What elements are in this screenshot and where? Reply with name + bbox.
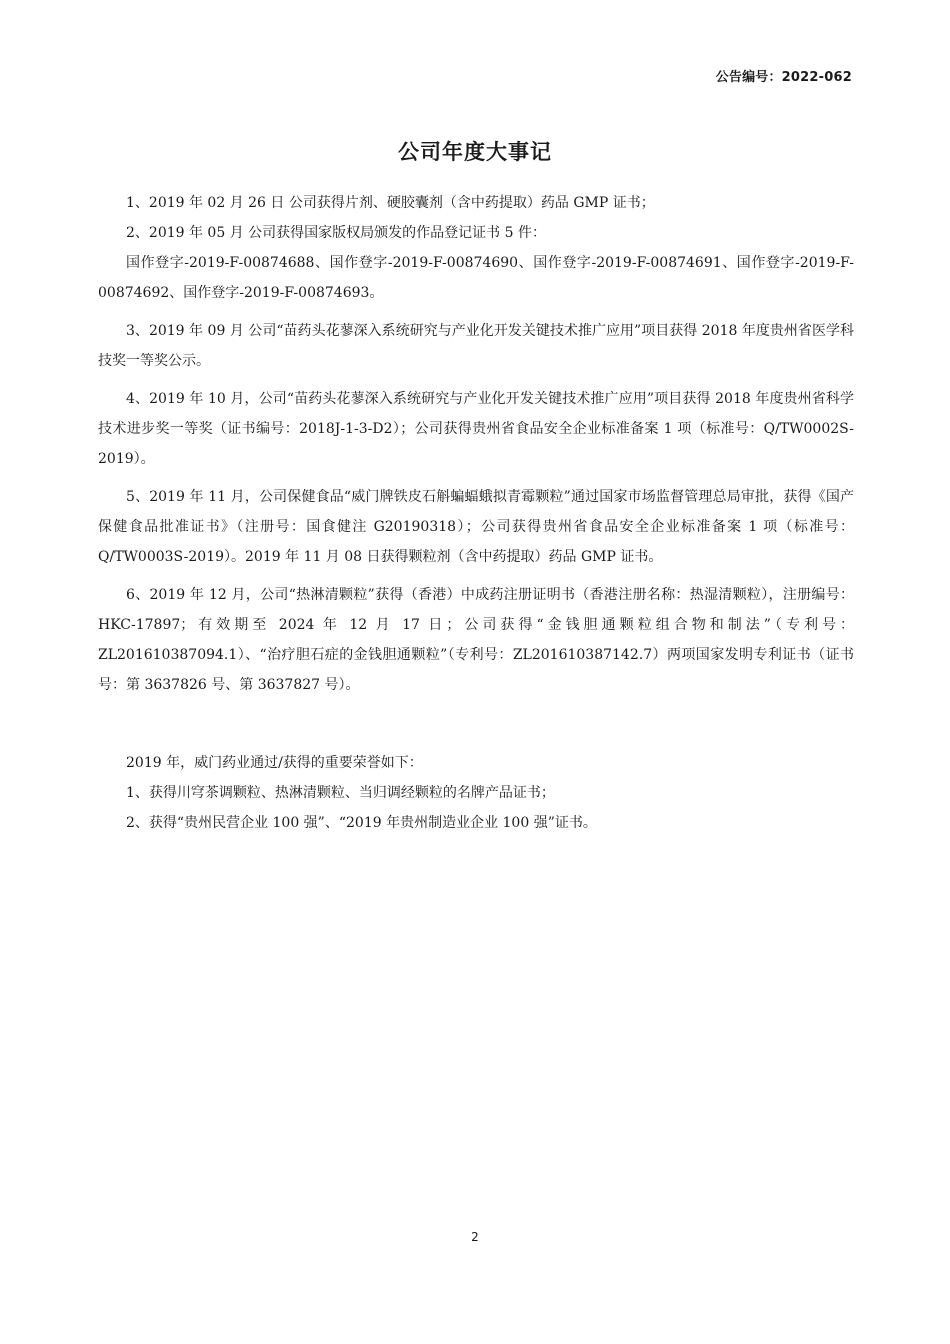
event-5: 5、2019 年 11 月，公司保健食品“威门牌铁皮石斛蝙蝠蛾拟青霉颗粒”通过国家市场监督管理总局审批，获得《国产保健食品批准证书》（注册号：国食健注 G20190318）；公司获得贵州省食品安全企业标准备案 1 项（标准号：Q/TW0003S-2019）。2019 年 11 月 08 日获得颗粒剂（含中药提取）药品 GMP 证书。 xyxy=(98,489,854,565)
section-gap xyxy=(98,708,854,748)
page-title: 公司年度大事记 xyxy=(398,140,552,164)
honor-item-2: 2、获得“贵州民营企业 100 强”、“2019 年贵州制造业企业 100 强”证书。 xyxy=(126,815,597,831)
event-1: 1、2019 年 02 月 26 日 公司获得片剂、硬胶囊剂（含中药提取）药品 GMP 证书； xyxy=(126,195,655,211)
event-4: 4、2019 年 10 月，公司“苗药头花蓼深入系统研究与产业化开发关键技术推广应用”项目获得 2018 年度贵州省科学技术进步奖一等奖（证书编号：2018J-1-3-D2）；公司获得贵州省食品安全企业标准备案 1 项（标准号：Q/TW0002S-2019）。 xyxy=(98,391,854,467)
event-3: 3、2019 年 09 月 公司“苗药头花蓼深入系统研究与产业化开发关键技术推广应用”项目获得 2018 年度贵州省医学科技奖一等奖公示。 xyxy=(98,323,854,369)
honors-intro: 2019 年，威门药业通过/获得的重要荣誉如下： xyxy=(126,755,423,771)
document-body xyxy=(98,188,854,838)
event-6: 6、2019 年 12 月，公司“热淋清颗粒”获得（香港）中成药注册证明书（香港注册名称：热湿清颗粒），注册编号：HKC-17897；有效期至 2024 年 12 月 17 日；公司获得“金钱胆通颗粒组合物和制法”（专利号：ZL201610387094.1）、“治疗胆石症的金钱胆通颗粒”（专利号：ZL201610387142.7）两项国家发明专利证书（证书号：第 3637826 号、第 3637827 号）。 xyxy=(98,587,854,693)
notice-number: 公告编号：2022-062 xyxy=(715,70,852,85)
event-2-registrations: 国作登字-2019-F-00874688、国作登字-2019-F-00874690、国作登字-2019-F-00874691、国作登字-2019-F-00874692、国作登字-2019-F-00874693。 xyxy=(98,255,854,301)
page-number: 2 xyxy=(471,1230,479,1244)
event-2: 2、2019 年 05 月 公司获得国家版权局颁发的作品登记证书 5 件： xyxy=(126,225,546,241)
honor-item-1: 1、获得川穹茶调颗粒、热淋清颗粒、当归调经颗粒的名牌产品证书； xyxy=(126,785,555,801)
